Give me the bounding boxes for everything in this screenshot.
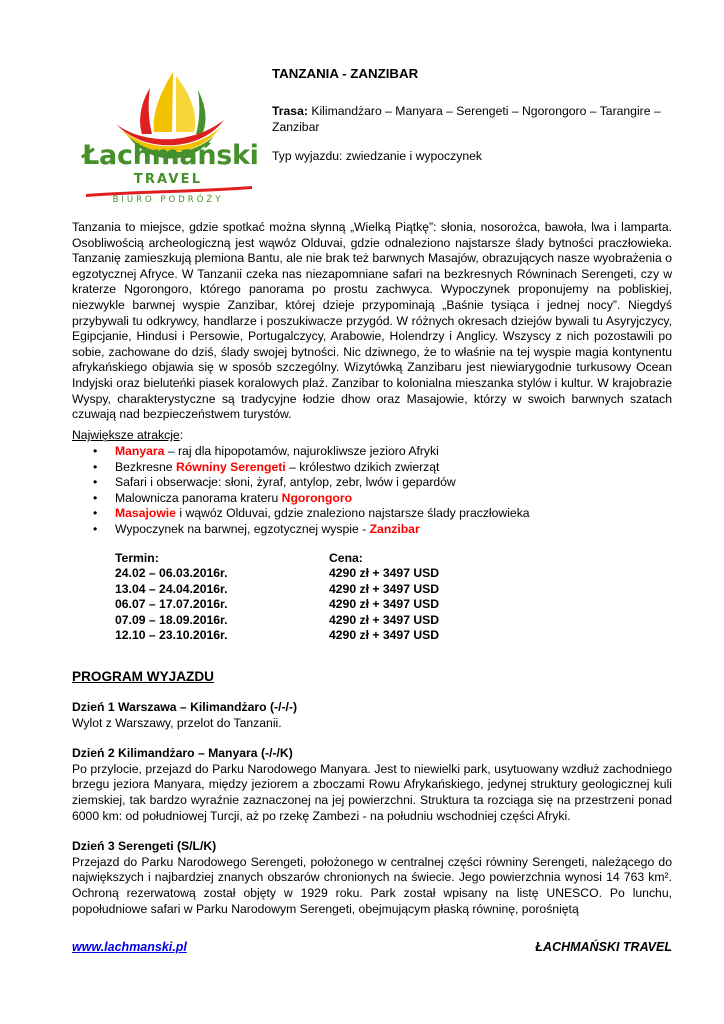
day-2-title: Dzień 2 Kilimandżaro – Manyara (-/-/K): [72, 746, 293, 761]
list-item: [72, 475, 530, 491]
trip-header: [272, 66, 682, 163]
route-value: Kilimandżaro – Manyara – Serengeti – Ngorongoro – Tarangire – Zanzibar: [272, 104, 661, 134]
term-cell: 12.10 – 23.10.2016r.: [115, 628, 228, 643]
item-highlight: Ngorongoro: [281, 490, 353, 505]
trip-title: TANZANIA - ZANZIBAR: [272, 66, 419, 81]
intro-paragraph: Tanzania to miejsce, gdzie spotkać można słynną „Wielką Piątkę”: słonia, nosorożca, bawoła, lwa i lamparta. Osobliwością archeologiczną jest wąwóz Olduvai, gdzie odnaleziono najstarsze ślady bytności praczłowieka. Tanzanię zamieszkują plemiona Bantu, ale nie brak też barwnych Masajów, obrazujących nasze wyobrażenia o egzotycznej Afryce. W Tanzanii czeka nas niezapomniane safari na bezkresnych Równinach Serengeti, czy w kraterze Ngorongoro, którego panorama po prostu zachwyca. Wypoczynek proponujemy na pobliskiej, niezwykle barwnej wyspie Zanzibar, której dzieje przypominają „Baśnie tysiąca i jednej nocy”. Niegdyś przybywali tu odkrywcy, handlarze i poszukiwacze przygód. W różnych okresach dziejów bywali tu Asyryjczycy, Egipcjanie, Hindusi i Persowie, Portugalczycy, Arabowie, Holendrzy i Anglicy. Wszyscy z nich pozostawili po sobie, zachowane do dziś, ślady swojej bytności. Nic dziwnego, że to właśnie na tej wyspie magia kontynentu afrykańskiego objawia się w sposób szczególny. Wizytówką Zanzibaru jest niewiarygodnie turkusowy Ocean Indyjski oraz bieluteńki piasek koralowych plaż. Zanzibar to kolonialna mieszanka stylów i kultur. W krajobrazie Wyspy, charakterystyczne są tradycyjne łodzie dhow oraz Masajowie, którzy w swoich barwnych szatach czuwają nad bezpieczeństwem turystów.: [72, 220, 672, 422]
logo-travel-label: TRAVEL: [133, 172, 203, 187]
price-cell: 4290 zł + 3497 USD: [329, 612, 440, 627]
day-3-title: Dzień 3 Serengeti (S/L/K): [72, 839, 217, 854]
table-row: [115, 628, 455, 643]
attractions-list: [72, 444, 530, 538]
price-cell: 4290 zł + 3497 USD: [329, 566, 440, 581]
terms-table: [115, 551, 455, 643]
term-cell: 07.09 – 18.09.2016r.: [115, 612, 228, 627]
website-link[interactable]: www.lachmanski.pl: [72, 940, 187, 954]
green-sail-shape: [196, 90, 205, 134]
item-text: i wąwóz Olduvai, gdzie znaleziono najstarsze ślady praczłowieka: [175, 506, 530, 521]
logo-brand-name: Łachmański: [82, 140, 259, 171]
price-column-header: Cena:: [329, 551, 363, 565]
list-item: [72, 491, 530, 507]
item-text: Bezkresne: [115, 459, 176, 474]
attractions-heading-text: Największe atrakcje: [72, 428, 180, 442]
term-cell: 24.02 – 06.03.2016r.: [115, 566, 228, 581]
item-text: Wypoczynek na barwnej, egzotycznej wyspie -: [115, 521, 370, 536]
program-heading: PROGRAM WYJAZDU: [72, 669, 214, 684]
list-item: [72, 522, 530, 538]
program-days: [72, 700, 672, 932]
route-label: Trasa:: [272, 104, 308, 118]
item-highlight: Manyara: [115, 444, 165, 458]
item-text: – królestwo dzikich zwierząt: [285, 459, 440, 474]
price-cell: 4290 zł + 3497 USD: [329, 581, 440, 596]
table-row: [115, 566, 455, 581]
red-sail-shape: [140, 88, 152, 134]
logo-tagline: BIURO PODRÓŻY: [112, 195, 224, 205]
term-cell: 13.04 – 24.04.2016r.: [115, 581, 228, 596]
attractions-heading: [72, 428, 183, 444]
yellow-sail-shape: [154, 72, 173, 132]
term-column-header: Termin:: [115, 551, 159, 565]
day-3-text: Przejazd do Parku Narodowego Serengeti, położonego w centralnej części równiny Serengeti, należącego do największych i najbardziej znanych obszarów chronionych na świecie. Jego powierzchnia wynosi 14 763 km². Ochroną rezerwatową został objęty w 1929 roku. Park został wpisany na listę UNESCO. Po lunchu, popołudniowe safari w Parku Narodowym Serengeti, obejmującym płaską równinę, porośniętą: [72, 854, 672, 916]
day-1-text: Wylot z Warszawy, przelot do Tanzanii.: [72, 715, 282, 730]
terms-header-row: [115, 551, 455, 566]
item-highlight: Zanzibar: [369, 521, 420, 536]
trip-route: [272, 103, 682, 135]
item-highlight: Masajowie: [115, 506, 176, 521]
price-cell: 4290 zł + 3497 USD: [329, 628, 440, 643]
table-row: [115, 582, 455, 597]
day-2-text: Po przylocie, przejazd do Parku Narodowego Manyara. Jest to niewielki park, usytuowany wzdłuż zachodniego brzegu jeziora Manyara, między jeziorem a zboczami Rowu Afrykańskiego, jedynej struktury geologicznej kuli ziemskiej, tak bardzo wyraźnie zaznaczonej na jej powierzchni. Struktura ta rozciąga się na przestrzeni ponad 6000 km: od południowej Turcji, aż po rzekę Zambezi - na południu wschodniej części Afryki.: [72, 761, 672, 823]
attractions-heading-colon: :: [179, 428, 184, 442]
item-highlight: Równiny Serengeti: [175, 459, 286, 474]
day-1-title: Dzień 1 Warszawa – Kilimandżaro (-/-/-): [72, 700, 298, 714]
list-item: [72, 506, 530, 522]
footer-brand: ŁACHMAŃSKI TRAVEL: [535, 940, 672, 954]
item-text: Safari i obserwacje: słoni, żyraf, antylop, zebr, lwów i gepardów: [115, 475, 456, 490]
term-cell: 06.07 – 17.07.2016r.: [115, 597, 228, 612]
table-row: [115, 613, 455, 628]
item-text: – raj dla hipopotamów, najurokliwsze jezioro Afryki: [164, 444, 439, 458]
list-item: [72, 460, 530, 476]
trip-type: Typ wyjazdu: zwiedzanie i wypoczynek: [272, 149, 482, 163]
list-item: [72, 444, 530, 460]
table-row: [115, 597, 455, 612]
price-cell: 4290 zł + 3497 USD: [329, 597, 440, 612]
light-yellow-sail-shape: [176, 76, 195, 132]
item-text: Malownicza panorama krateru: [115, 490, 282, 505]
